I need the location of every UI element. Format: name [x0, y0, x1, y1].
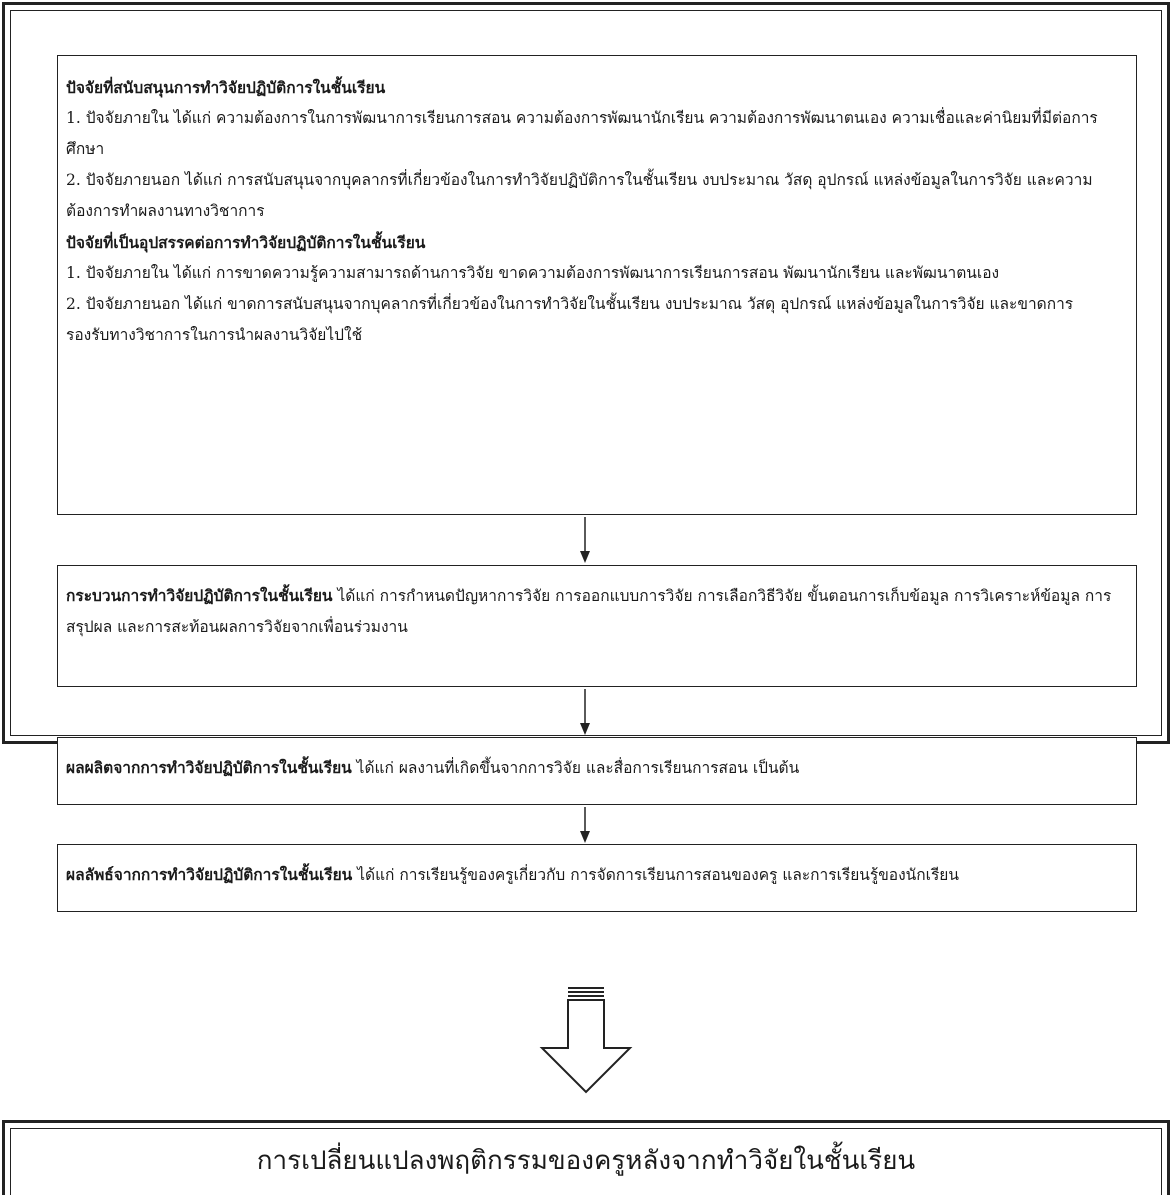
process-description: ได้แก่ การกำหนดปัญหาการวิจัย การออกแบบการวิจัย การเลือกวิธีวิจัย ขั้นตอนการเก็บข้อมูล การวิเคราะห์ข้อมูล การสรุปผล และการสะท้อนผลการวิจัยจากเพื่อนร่วมงาน: [66, 587, 1112, 636]
factors-box: [57, 55, 1137, 515]
output-label: ผลผลิตจากการทำวิจัยปฏิบัติการในชั้นเรียน: [66, 758, 352, 777]
process-text: [66, 580, 1116, 643]
outer-frame: [2, 2, 1170, 884]
arrow-down-icon: [580, 689, 590, 735]
output-text: [66, 752, 1116, 784]
result-title: การเปลี่ยนแปลงพฤติกรรมของครูหลังจากทำวิจัยในชั้นเรียน: [10, 1128, 1162, 1195]
output-description: ได้แก่ ผลงานที่เกิดขึ้นจากการวิจัย และสื่อการเรียนการสอน เป็นต้น: [351, 759, 800, 777]
process-label: กระบวนการทำวิจัยปฏิบัติการในชั้นเรียน: [66, 586, 333, 605]
support-factors-heading: ปัจจัยที่สนับสนุนการทำวิจัยปฏิบัติการในชั้นเรียน: [66, 78, 386, 97]
arrow-down-icon: [580, 517, 590, 563]
outcome-box: [57, 844, 1137, 912]
result-frame: [2, 1120, 1170, 1195]
outcome-description: ได้แก่ การเรียนรู้ของครูเกี่ยวกับ การจัดการเรียนการสอนของครู และการเรียนรู้ของนักเรียน: [352, 866, 959, 884]
process-box: [57, 565, 1137, 687]
obstacle-external-factors: 2. ปัจจัยภายนอก ได้แก่ ขาดการสนับสนุนจากบุคลากรที่เกี่ยวข้องในการทำวิจัยในชั้นเรียน งบประมาณ วัสดุ อุปกรณ์ แหล่งข้อมูลในการวิจัย และขาดการรองรับทางวิชาการในการนำผลงานวิจัยไปใช้: [66, 295, 1074, 344]
support-external-factors: 2. ปัจจัยภายนอก ได้แก่ การสนับสนุนจากบุคลากรที่เกี่ยวข้องในการทำวิจัยปฏิบัติการในชั้นเรียน งบประมาณ วัสดุ อุปกรณ์ แหล่งข้อมูลในการวิจัย และความต้องการทำผลงานทางวิชาการ: [66, 171, 1093, 220]
output-box: [57, 737, 1137, 805]
outcome-text: [66, 859, 1116, 891]
arrow-down-icon: [580, 807, 590, 843]
obstacle-factors-heading: ปัจจัยที่เป็นอุปสรรคต่อการทำวิจัยปฏิบัติการในชั้นเรียน: [66, 233, 426, 252]
support-internal-factors: 1. ปัจจัยภายใน ได้แก่ ความต้องการในการพัฒนาการเรียนการสอน ความต้องการพัฒนานักเรียน ความต้องการพัฒนาตนเอง ความเชื่อและค่านิยมที่มีต่อการศึกษา: [66, 109, 1098, 158]
obstacle-internal-factors: 1. ปัจจัยภายใน ได้แก่ การขาดความรู้ความสามารถด้านการวิจัย ขาดความต้องการพัฒนาการเรียนการสอน พัฒนานักเรียน และพัฒนาตนเอง: [66, 264, 1000, 282]
outcome-label: ผลลัพธ์จากการทำวิจัยปฏิบัติการในชั้นเรียน: [66, 865, 353, 884]
big-down-arrow-icon: [538, 986, 634, 1100]
